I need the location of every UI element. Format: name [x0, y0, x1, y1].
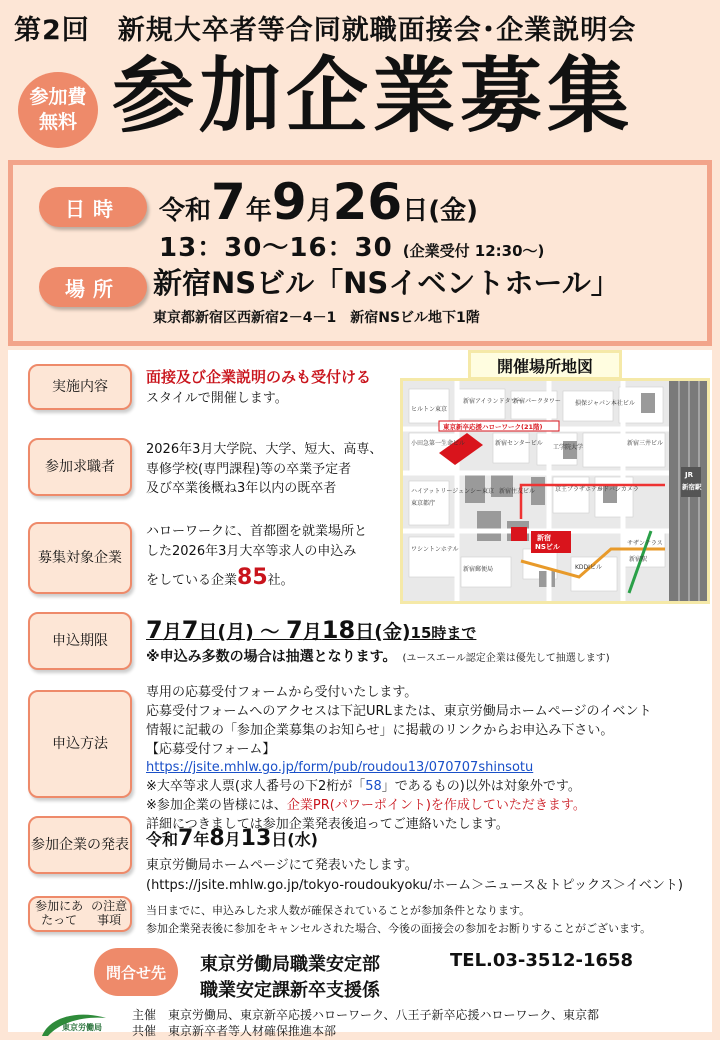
- target-companies-text: ハローワークに、首都圏を就業場所と した2026年3月大卒等求人の申込み をしている企業85社。: [146, 524, 368, 590]
- notes-text: 当日までに、申込みした求人数が確保されていることが参加条件となります。 参加企業発表後に参加をキャンセルされた場合、今後の面接会の参加をお断りすることがございます。: [146, 904, 652, 935]
- map-label: KDDIビル: [575, 564, 602, 571]
- application-form-link[interactable]: https://jsite.mhlw.go.jp/form/pub/roudou13/070707shinsotu: [146, 760, 534, 776]
- venue-name: 新宿NSビル「NSイベントホール」: [153, 266, 620, 300]
- content-text: 面接及び企業説明のみも受付ける スタイルで開催します。: [146, 368, 372, 406]
- venue-label: 場所: [39, 267, 147, 307]
- deadline-note: ※申込み多数の場合は抽選となります。 (ユースエール認定企業は優先して抽選します): [146, 649, 610, 665]
- map-label: 新宿アイランドタワー: [463, 398, 523, 405]
- event-time: 13：30～16：30 (企業受付 12:30～): [159, 233, 545, 263]
- map-label: 東京都庁: [411, 500, 436, 507]
- announcement-text: 東京労働局ホームページにて発表いたします。 (https://jsite.mhlw.go.jp/tokyo-roudoukyoku/ホーム＞ニュース＆トピックス＞イベント): [146, 858, 683, 894]
- cohost-line: 共催 東京新卒者等人材確保推進本部: [132, 1024, 337, 1038]
- company-count: 85: [237, 565, 268, 590]
- map-hellowork-label: 東京新卒応援ハローワーク(21階): [443, 423, 543, 431]
- fee-badge-line2: 無料: [38, 111, 77, 133]
- deadline-dates: 7月7日(月) ～ 7月18日(金)15時まで: [146, 616, 477, 644]
- map-station-name: 新宿駅: [682, 483, 702, 491]
- venue-map: [400, 378, 710, 604]
- method-label: 申込方法: [28, 690, 132, 798]
- contact-organization: 東京労働局職業安定部: [200, 954, 380, 975]
- deadline-label: 申込期限: [28, 612, 132, 670]
- map-label: ヨドバシカメラ: [597, 486, 639, 493]
- method-text: 専用の応募受付フォームから受付いたします。 応募受付フォームへのアクセスは下記URLまたは、東京労働局ホームページのイベント 情報に記載の「参加企業募集のお知らせ」に掲載のリンクからお申込み下さい。 【応募受付フォーム】 https://jsite.mhlw.go.jp/form/pub/roudou13/070707shinsotu ※大卒等求人票(求人番号の下2桁が「58」であるもの)以外は対象外です。 ※参加企業の皆様には、企業PR(パワーポイント)を作成していただきます。 詳細につきましては参加企業発表後追ってご連絡いたします。: [146, 685, 652, 832]
- free-fee-badge: [18, 72, 98, 148]
- date-venue-box: [8, 160, 712, 346]
- fee-badge-line1: 参加費: [29, 86, 87, 109]
- host-line: 主催 東京労働局、東京新卒応援ハローワーク、八王子新卒応援ハローワーク、東京都: [132, 1008, 600, 1022]
- notes-label: 参加にあたって の注意事項: [28, 896, 132, 932]
- page-title: 参加企業募集: [112, 49, 635, 144]
- contact-badge: 問合せ先: [94, 948, 178, 996]
- eligible-text: 2026年3月大学院、大学、短大、高専、 専修学校(専門課程)等の卒業予定者 及び卒業後概ね3年以内の既卒者: [146, 442, 383, 496]
- map-venue-tag-line2: NSビル: [535, 543, 560, 551]
- map-station-jr: JR: [685, 471, 693, 479]
- announcement-date: 令和7年8月13日(水): [146, 826, 318, 851]
- map-label: 小田急第一生命ビル: [411, 440, 466, 447]
- map-label: ハイアットリージェンシー東京: [411, 488, 495, 495]
- map-label: 新宿センタービル: [495, 440, 543, 447]
- map-label: 新宿三井ビル: [627, 440, 664, 447]
- map-label: 新宿パークタワー: [513, 398, 561, 405]
- map-label: サザンテラス: [627, 540, 663, 547]
- map-label: 新宿住友ビル: [499, 488, 536, 495]
- eligible-label: 参加求職者: [28, 438, 132, 496]
- map-label: 新宿駅: [629, 556, 648, 563]
- announcement-label: 参加企業 の発表: [28, 816, 132, 874]
- map-drawing: [403, 381, 707, 601]
- contact-phone: TEL.03-3512-1658: [450, 950, 634, 971]
- map-label: 京王プラザホテル: [555, 486, 603, 493]
- map-title: 開催場所地図: [468, 350, 622, 380]
- map-label: 新宿郵便局: [463, 566, 494, 573]
- map-label: 工学院大学: [553, 444, 584, 451]
- map-label: ヒルトン東京: [411, 406, 448, 413]
- contact-section: 職業安定課新卒支援係: [200, 980, 380, 1001]
- content-label: 実施内容: [28, 364, 132, 410]
- date-label: 日時: [39, 187, 147, 227]
- map-label: ワシントンホテル: [411, 546, 459, 553]
- map-venue-tag-line1: 新宿: [537, 534, 551, 542]
- logo-text: 東京労働局: [62, 1023, 102, 1032]
- target-companies-label: 募集対象企業: [28, 522, 132, 594]
- event-date: 令和7年9月26日(金): [159, 173, 479, 231]
- event-subtitle: 第2回 新規大卒者等合同就職面接会･企業説明会: [14, 15, 637, 46]
- map-label: 損保ジャパン本社ビル: [575, 400, 635, 407]
- venue-address: 東京都新宿区西新宿2－4－1 新宿NSビル地下1階: [153, 310, 480, 326]
